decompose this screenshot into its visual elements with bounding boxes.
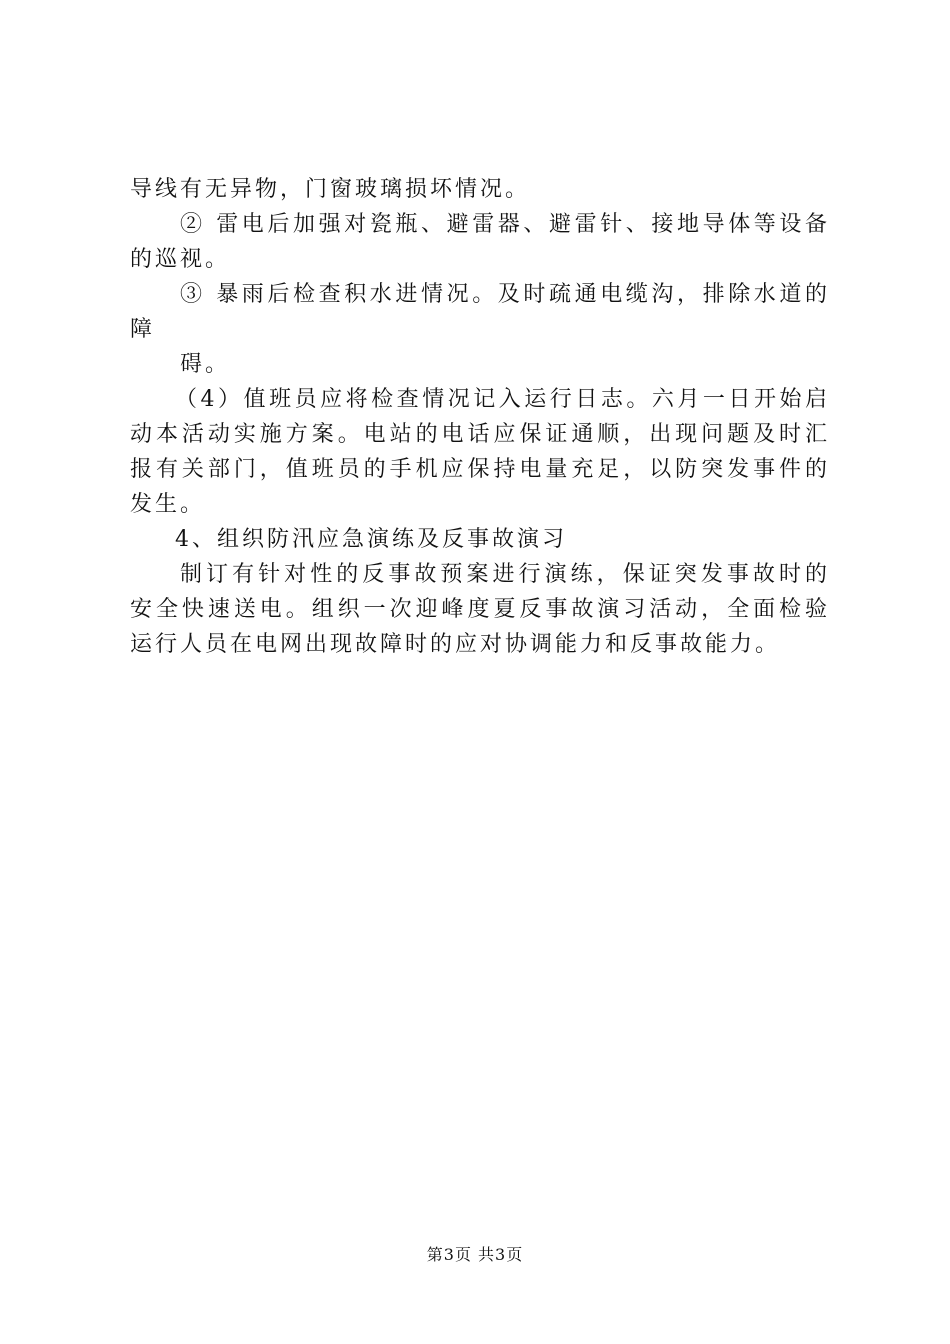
- page-footer: 第3页 共3页: [426, 1245, 524, 1264]
- text-line: 碍。: [180, 352, 231, 377]
- text-line: 报有关部门，值班员的手机应保持电量充足，以防突发事件的: [130, 457, 830, 482]
- text-line: 导线有无异物，门窗玻璃损坏情况。: [130, 177, 531, 202]
- text-line: （4）值班员应将检查情况记入运行日志。六月一日开始启: [175, 387, 830, 412]
- text-line: 障: [130, 317, 156, 342]
- text-line: 制订有针对性的反事故预案进行演练，保证突发事故时的: [180, 562, 830, 587]
- text-line: ③ 暴雨后检查积水进情况。及时疏通电缆沟，排除水道的: [180, 282, 830, 307]
- text-line: 发生。: [130, 492, 206, 517]
- document-body: [130, 172, 830, 662]
- text-line: 的巡视。: [130, 247, 231, 272]
- text-line: 运行人员在电网出现故障时的应对协调能力和反事故能力。: [130, 632, 781, 657]
- text-line: ② 雷电后加强对瓷瓶、避雷器、避雷针、接地导体等设备: [180, 212, 830, 237]
- section-heading: 4、组织防汛应急演练及反事故演习: [175, 527, 567, 552]
- text-line: 安全快速送电。组织一次迎峰度夏反事故演习活动，全面检验: [130, 597, 830, 622]
- text-line: 动本活动实施方案。电站的电话应保证通顺，出现问题及时汇: [130, 422, 830, 447]
